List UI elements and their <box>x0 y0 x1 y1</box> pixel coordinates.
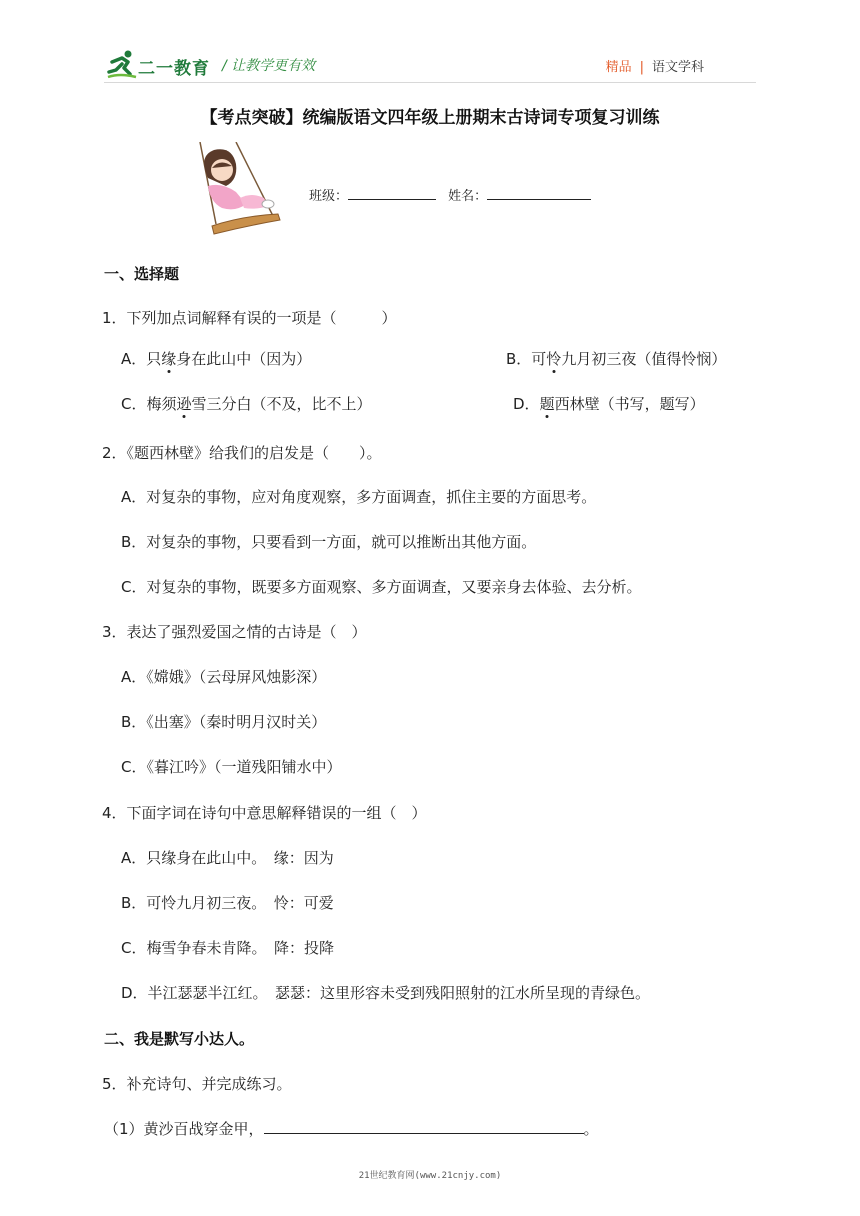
slogan: / 让教学更有效 <box>222 58 316 74</box>
option-text: 九月初三夜（值得怜悯） <box>561 350 727 368</box>
dotted-char: 题 <box>539 395 555 413</box>
dotted-char: 逊 <box>176 395 192 413</box>
subject-label: 语文学科 <box>651 60 704 75</box>
section-heading-2: 二、我是默写小达人。 <box>104 1030 255 1048</box>
question-5-part-1 <box>104 1118 599 1139</box>
quality-badge: 精品 <box>605 60 632 75</box>
dotted-char: 怜 <box>546 350 562 368</box>
question-1-option-d[interactable] <box>513 393 705 414</box>
poem-answer-blank[interactable] <box>264 1119 584 1134</box>
question-1-option-a[interactable] <box>121 348 311 369</box>
question-4-option-b[interactable]: B．可怜九月初三夜。 怜：可爱 <box>121 894 334 912</box>
question-1-option-b[interactable] <box>506 348 726 369</box>
question-2-stem: 2．《题西林壁》给我们的启发是（ ）。 <box>102 444 382 462</box>
question-4-option-a[interactable]: A．只缘身在此山中。 缘：因为 <box>121 849 334 867</box>
poem-line-suffix: 。 <box>583 1120 599 1138</box>
question-2-option-b[interactable]: B．对复杂的事物，只要看到一方面，就可以推断出其他方面。 <box>121 533 537 551</box>
option-text: D． <box>513 395 540 413</box>
student-info <box>309 185 591 204</box>
option-text: 西林壁（书写，题写） <box>554 395 705 413</box>
question-5-stem: 5．补充诗句、并完成练习。 <box>102 1075 292 1093</box>
header-right: 精品 | 语文学科 <box>605 60 704 75</box>
option-text: C．梅须 <box>121 395 177 413</box>
header-divider <box>104 82 756 83</box>
section-heading-1: 一、选择题 <box>104 265 180 283</box>
question-4-option-d[interactable]: D．半江瑟瑟半江红。 瑟瑟：这里形容未受到残阳照射的江水所呈现的青绿色。 <box>121 984 651 1002</box>
page-footer: 21世纪教育网(www.21cnjy.com) <box>358 1171 502 1181</box>
question-1-stem: 1．下列加点词解释有误的一项是（ ） <box>102 309 397 327</box>
class-blank[interactable] <box>348 187 436 200</box>
poem-line-prefix: （1）黄沙百战穿金甲， <box>104 1120 264 1138</box>
question-4-stem: 4．下面字词在诗句中意思解释错误的一组（ ） <box>102 804 427 822</box>
class-label: 班级： <box>309 189 349 204</box>
question-3-stem: 3．表达了强烈爱国之情的古诗是（ ） <box>102 623 367 641</box>
runner-logo-icon <box>106 48 138 80</box>
page-title: 【考点突破】统编版语文四年级上册期末古诗词专项复习训练 <box>200 108 660 128</box>
option-text: 身在此山中（因为） <box>176 350 312 368</box>
question-2-option-c[interactable]: C．对复杂的事物，既要多方面观察、多方面调查，又要亲身去体验、去分析。 <box>121 578 642 596</box>
name-blank[interactable] <box>487 187 591 200</box>
question-3-option-c[interactable]: C．《暮江吟》（一道残阳铺水中） <box>121 758 342 776</box>
girl-on-swing-illustration <box>186 142 290 242</box>
dotted-char: 缘 <box>161 350 177 368</box>
question-3-option-a[interactable]: A．《嫦娥》（云母屏风烛影深） <box>121 668 327 686</box>
question-2-option-a[interactable]: A．对复杂的事物，应对角度观察，多方面调查，抓住主要的方面思考。 <box>121 488 597 506</box>
option-text: 雪三分白（不及，比不上） <box>191 395 372 413</box>
name-label: 姓名： <box>448 189 488 204</box>
option-text: A．只 <box>121 350 162 368</box>
brand-logo <box>106 48 236 82</box>
question-1-option-c[interactable] <box>121 393 372 414</box>
question-3-option-b[interactable]: B．《出塞》（秦时明月汉时关） <box>121 713 327 731</box>
question-4-option-c[interactable]: C．梅雪争春未肯降。 降：投降 <box>121 939 334 957</box>
option-text: B．可 <box>506 350 547 368</box>
logo-text: 二一教育 <box>138 59 210 79</box>
